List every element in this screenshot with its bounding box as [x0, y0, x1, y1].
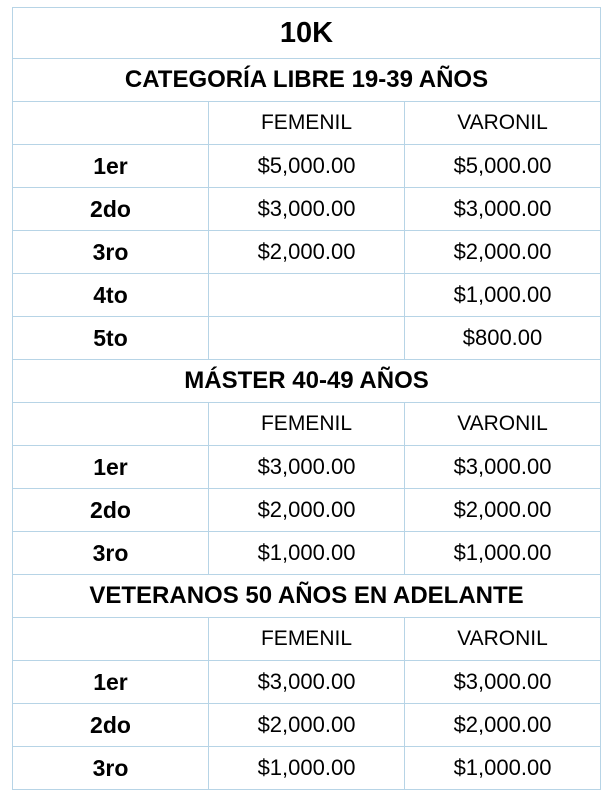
female-prize-cell: $2,000.00: [209, 231, 405, 274]
place-cell: 2do: [13, 188, 209, 231]
table-row: [13, 145, 601, 188]
male-prize-cell: $2,000.00: [405, 489, 601, 532]
category-row: [13, 59, 601, 102]
male-column-header: VARONIL: [405, 102, 601, 145]
male-prize-cell: $3,000.00: [405, 446, 601, 489]
female-column-header: FEMENIL: [209, 618, 405, 661]
empty-header-cell: [13, 102, 209, 145]
table-row: [13, 489, 601, 532]
female-prize-cell: $2,000.00: [209, 489, 405, 532]
female-prize-cell: [209, 274, 405, 317]
table-row: [13, 661, 601, 704]
table-row: [13, 704, 601, 747]
female-prize-cell: $3,000.00: [209, 661, 405, 704]
male-column-header: VARONIL: [405, 618, 601, 661]
female-column-header: FEMENIL: [209, 403, 405, 446]
male-prize-cell: $800.00: [405, 317, 601, 360]
table-row: [13, 446, 601, 489]
female-prize-cell: $2,000.00: [209, 704, 405, 747]
table-row: [13, 231, 601, 274]
category-title: MÁSTER 40-49 AÑOS: [13, 360, 601, 403]
place-cell: 1er: [13, 446, 209, 489]
female-prize-cell: $1,000.00: [209, 532, 405, 575]
male-prize-cell: $3,000.00: [405, 661, 601, 704]
male-column-header: VARONIL: [405, 403, 601, 446]
column-header-row: [13, 403, 601, 446]
prize-table-sheet: [12, 7, 600, 790]
column-header-row: [13, 102, 601, 145]
female-prize-cell: $5,000.00: [209, 145, 405, 188]
table-title: 10K: [13, 8, 601, 59]
category-row: [13, 575, 601, 618]
female-prize-cell: $3,000.00: [209, 446, 405, 489]
table-row: [13, 532, 601, 575]
empty-header-cell: [13, 403, 209, 446]
female-column-header: FEMENIL: [209, 102, 405, 145]
female-prize-cell: $1,000.00: [209, 747, 405, 790]
place-cell: 3ro: [13, 231, 209, 274]
place-cell: 2do: [13, 489, 209, 532]
category-row: [13, 360, 601, 403]
place-cell: 3ro: [13, 747, 209, 790]
female-prize-cell: $3,000.00: [209, 188, 405, 231]
male-prize-cell: $1,000.00: [405, 274, 601, 317]
table-row: [13, 188, 601, 231]
place-cell: 1er: [13, 145, 209, 188]
category-title: CATEGORÍA LIBRE 19-39 AÑOS: [13, 59, 601, 102]
place-cell: 4to: [13, 274, 209, 317]
male-prize-cell: $5,000.00: [405, 145, 601, 188]
male-prize-cell: $1,000.00: [405, 747, 601, 790]
table-row: [13, 274, 601, 317]
title-row: [13, 8, 601, 59]
column-header-row: [13, 618, 601, 661]
female-prize-cell: [209, 317, 405, 360]
prize-table: [12, 7, 601, 790]
table-row: [13, 747, 601, 790]
male-prize-cell: $3,000.00: [405, 188, 601, 231]
place-cell: 5to: [13, 317, 209, 360]
empty-header-cell: [13, 618, 209, 661]
place-cell: 3ro: [13, 532, 209, 575]
male-prize-cell: $2,000.00: [405, 231, 601, 274]
place-cell: 2do: [13, 704, 209, 747]
male-prize-cell: $1,000.00: [405, 532, 601, 575]
category-title: VETERANOS 50 AÑOS EN ADELANTE: [13, 575, 601, 618]
male-prize-cell: $2,000.00: [405, 704, 601, 747]
table-row: [13, 317, 601, 360]
place-cell: 1er: [13, 661, 209, 704]
